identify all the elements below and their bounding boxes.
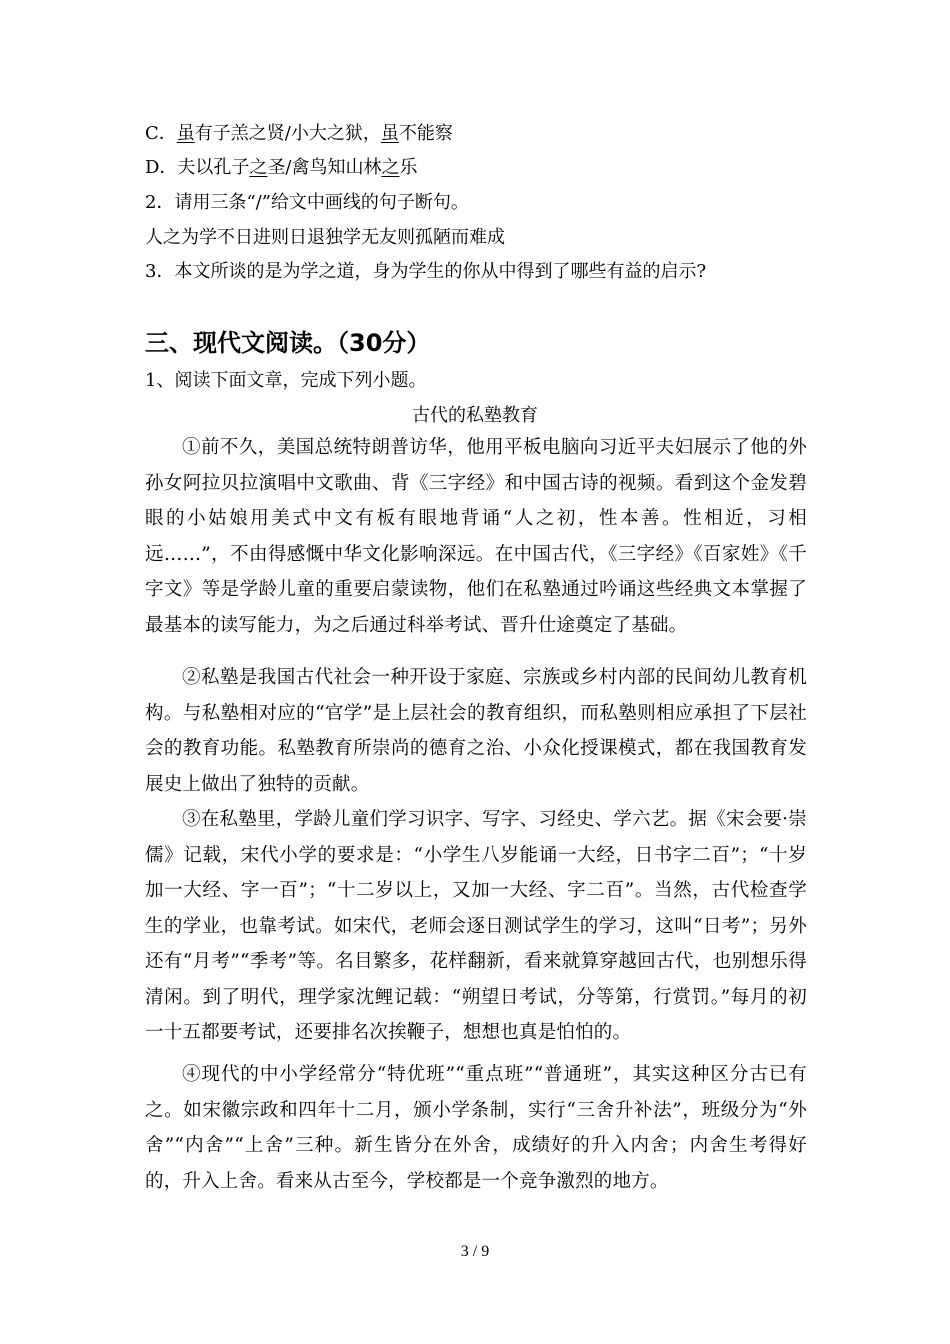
option-d-suffix: 乐	[399, 157, 418, 178]
article-paragraph-1: ①前不久，美国总统特朗普访华，他用平板电脑向习近平夫妇展示了他的外孙女阿拉贝拉演唱中文歌曲、背《三字经》和中国古诗的视频。看到这个金发碧眼的小姑娘用美式中文有板有眼地背诵“人之初，性本善。性相近，习相远……”，不由得感慨中华文化影响深远。在中国古代，《三字经》《百家姓》《千字文》等是学龄儿童的重要启蒙读物，他们在私塾通过吟诵这些经典文本掌握了最基本的读写能力，为之后通过科举考试、晋升仕途奠定了基础。	[145, 437, 807, 636]
article-paragraph-2: ②私塾是我国古代社会一种开设于家庭、宗族或乡村内部的民间幼儿教育机构。与私塾相对应的“官学”是上层社会的教育组织，而私塾则相应承担了下层社会的教育功能。私塾教育所崇尚的德育之治、小众化授课模式，都在我国教育发展史上做出了独特的贡献。	[145, 667, 807, 795]
page-number: 3 / 9	[460, 1243, 490, 1260]
option-c-middle: 有子羔之贤/小大之狱，	[194, 123, 381, 144]
option-d	[145, 156, 418, 180]
article-paragraph-3: ③在私塾里，学龄儿童们学习识字、写字、习经史、学六艺。据《宋会要·崇儒》记载，宋代小学的要求是：“小学生八岁能诵一大经，日书字二百”；“十岁加一大经、字一百”；“十二岁以上，又加一大经、字二百”。当然，古代检查学生的学业，也靠考试。如宋代，老师会逐日测试学生的学习，这叫“日考”；另外还有“月考”“季考”等。名目繁多，花样翻新，看来就算穿越回古代，也别想乐得清闲。到了明代，理学家沈鲤记载：“朔望日考试，分等第，行赏罚。”每月的初一十五都要考试，还要排名次挨鞭子，想想也真是怕怕的。	[145, 809, 807, 1043]
question-2-sentence: 人之为学不日进则日退独学无友则孤陋而难成	[145, 227, 505, 248]
question-2: 2．请用三条“/”给文中画线的句子断句。	[145, 192, 469, 213]
option-d-middle: 圣/禽鸟知山林	[267, 157, 382, 178]
option-c-underlined-word-1: 虽	[176, 123, 195, 144]
option-c-prefix: C．	[145, 123, 177, 144]
article-title: 古代的私塾教育	[412, 405, 538, 426]
question-3: 3．本文所谈的是为学之道，身为学生的你从中得到了哪些有益的启示?	[145, 261, 707, 282]
section-instruction: 1、阅读下面文章，完成下列小题。	[145, 370, 427, 391]
option-d-underlined-word-2: 之	[381, 157, 400, 178]
option-c	[145, 122, 453, 146]
option-d-prefix: D．夫以孔子	[145, 157, 250, 178]
option-c-suffix: 不能察	[398, 123, 453, 144]
section-title: 三、现代文阅读。（30分）	[145, 329, 431, 357]
option-d-underlined-word-1: 之	[249, 157, 268, 178]
option-c-underlined-word-2: 虽	[380, 123, 399, 144]
article-paragraph-4: ④现代的中小学经常分“特优班”“重点班”“普通班”，其实这种区分古已有之。如宋徽宗政和四年十二月，颁小学条制，实行“三舍升补法”，班级分为“外舍”“内舍”“上舍”三种。新生皆分在外舍，成绩好的升入内舍；内舍生考得好的，升入上舍。看来从古至今，学校都是一个竞争激烈的地方。	[145, 1064, 807, 1192]
